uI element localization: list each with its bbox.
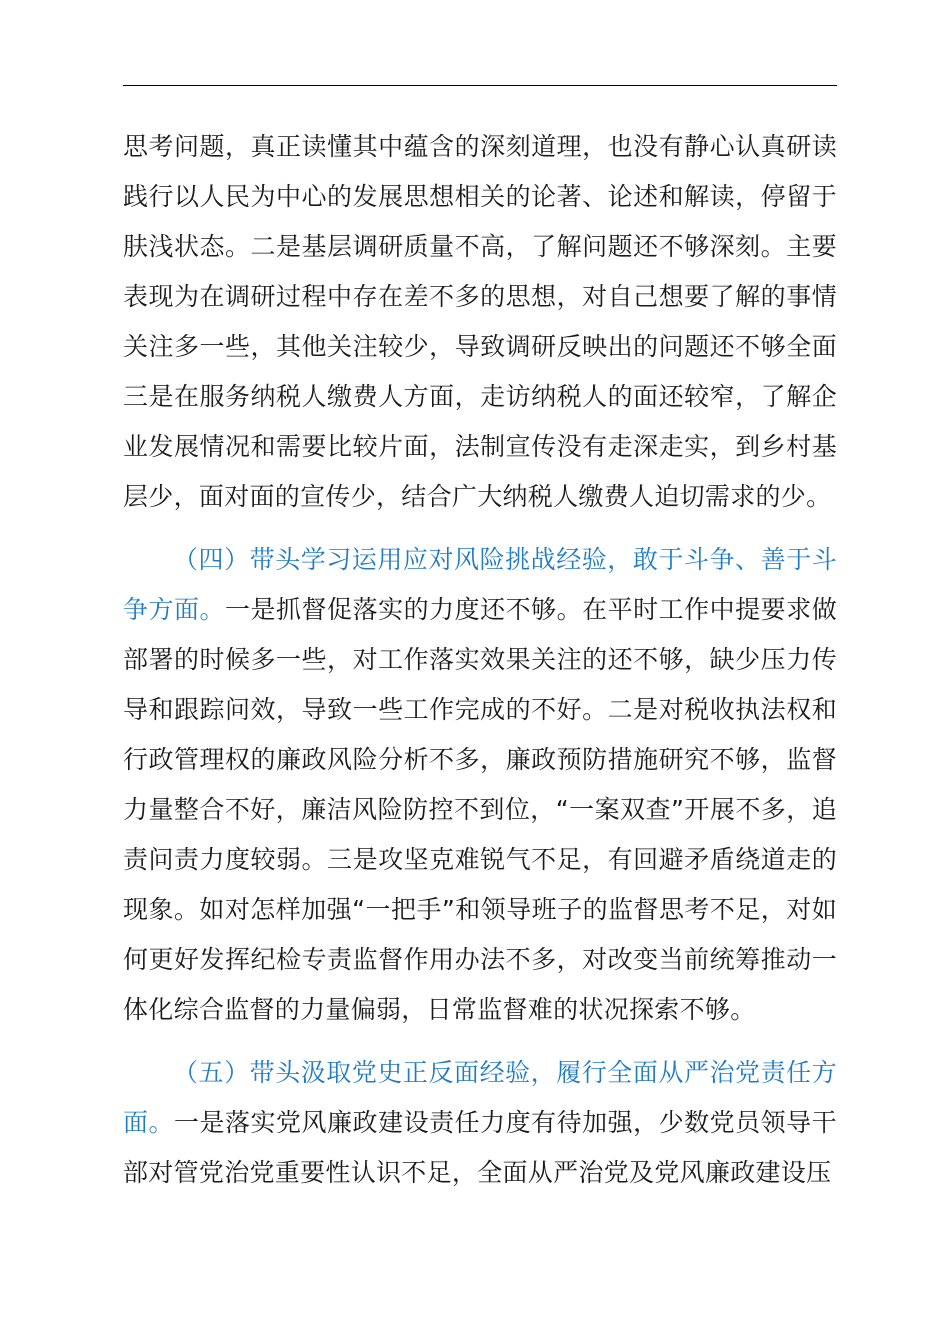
section-heading: （四）带头学习运用应对风险挑战经验，敢于斗争、善于斗争方面。 [123, 545, 837, 624]
paragraph-section-five [123, 1048, 837, 1198]
paragraph-text: 思考问题，真正读懂其中蕴含的深刻道理，也没有静心认真研读践行以人民为中心的发展思想相关的论著、论述和解读，停留于肤浅状态。二是基层调研质量不高，了解问题还不够深刻。主要表现为在调研过程中存在差不多的思想，对自己想要了解的事情关注多一些，其他关注较少，导致调研反映出的问题还不够全面三是在服务纳税人缴费人方面，走访纳税人的面还较窄，了解企业发展情况和需要比较片面，法制宣传没有走深走实，到乡村基层少，面对面的宣传少，结合广大纳税人缴费人迫切需求的少。 [123, 132, 837, 511]
paragraph-text: 一是抓督促落实的力度还不够。在平时工作中提要求做部署的时候多一些，对工作落实效果关注的还不够，缺少压力传导和跟踪问效，导致一些工作完成的不好。二是对税收执法权和行政管理权的廉政风险分析不多，廉政预防措施研究不够，监督力量整合不好，廉洁风险防控不到位，“一案双查”开展不多，追责问责力度较弱。三是攻坚克难锐气不足，有回避矛盾绕道走的现象。如对怎样加强“一把手”和领导班子的监督思考不足，对如何更好发挥纪检专责监督作用办法不多，对改变当前统筹推动一体化综合监督的力量偏弱，日常监督难的状况探索不够。 [123, 595, 837, 1024]
paragraph-text: 一是落实党风廉政建设责任力度有待加强，少数党员领导干部对管党治党重要性认识不足，全面从严治党及党风廉政建设压 [123, 1108, 837, 1187]
header-rule [123, 85, 837, 86]
section-heading: （五）带头汲取党史正反面经验，履行全面从严治党责任方面。 [123, 1058, 837, 1137]
paragraph-continuation [123, 122, 837, 522]
paragraph-section-four [123, 535, 837, 1035]
document-body [123, 122, 837, 1198]
